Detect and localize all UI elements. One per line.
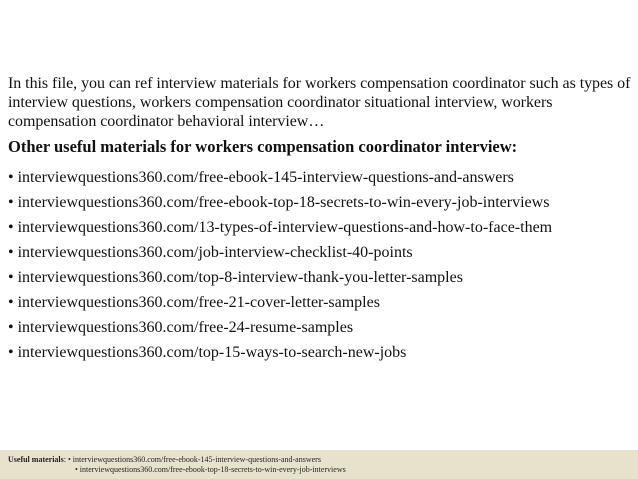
list-item: • interviewquestions360.com/top-8-interview-thank-you-letter-samples xyxy=(8,269,463,286)
materials-heading: Other useful materials for workers compensation coordinator interview: xyxy=(8,137,518,156)
footer-row xyxy=(75,465,346,475)
footer-bar xyxy=(0,450,638,479)
materials-list xyxy=(8,165,632,365)
list-item: • interviewquestions360.com/job-interview-checklist-40-points xyxy=(8,244,413,261)
footer-item: • interviewquestions360.com/free-ebook-145-interview-questions-and-answers xyxy=(68,455,321,464)
footer-row xyxy=(8,455,321,465)
list-item: • interviewquestions360.com/free-ebook-145-interview-questions-and-answers xyxy=(8,169,514,186)
footer-item: • interviewquestions360.com/free-ebook-top-18-secrets-to-win-every-job-interviews xyxy=(75,465,346,474)
footer-label: Useful materials xyxy=(8,455,64,464)
footer-separator: : xyxy=(63,455,68,464)
list-item: • interviewquestions360.com/top-15-ways-to-search-new-jobs xyxy=(8,344,407,361)
list-item: • interviewquestions360.com/free-21-cover-letter-samples xyxy=(8,294,380,311)
list-item: • interviewquestions360.com/free-24-resume-samples xyxy=(8,319,354,336)
list-item: • interviewquestions360.com/free-ebook-top-18-secrets-to-win-every-job-interviews xyxy=(8,194,550,211)
slide-content xyxy=(8,74,632,365)
intro-paragraph: In this file, you can ref interview materials for workers compensation coordinator such as types of interview questions, workers compensation coordinator situational interview, workers compensation coordinator behavioral interview… xyxy=(8,75,631,130)
list-item: • interviewquestions360.com/13-types-of-interview-questions-and-how-to-face-them xyxy=(8,219,553,236)
